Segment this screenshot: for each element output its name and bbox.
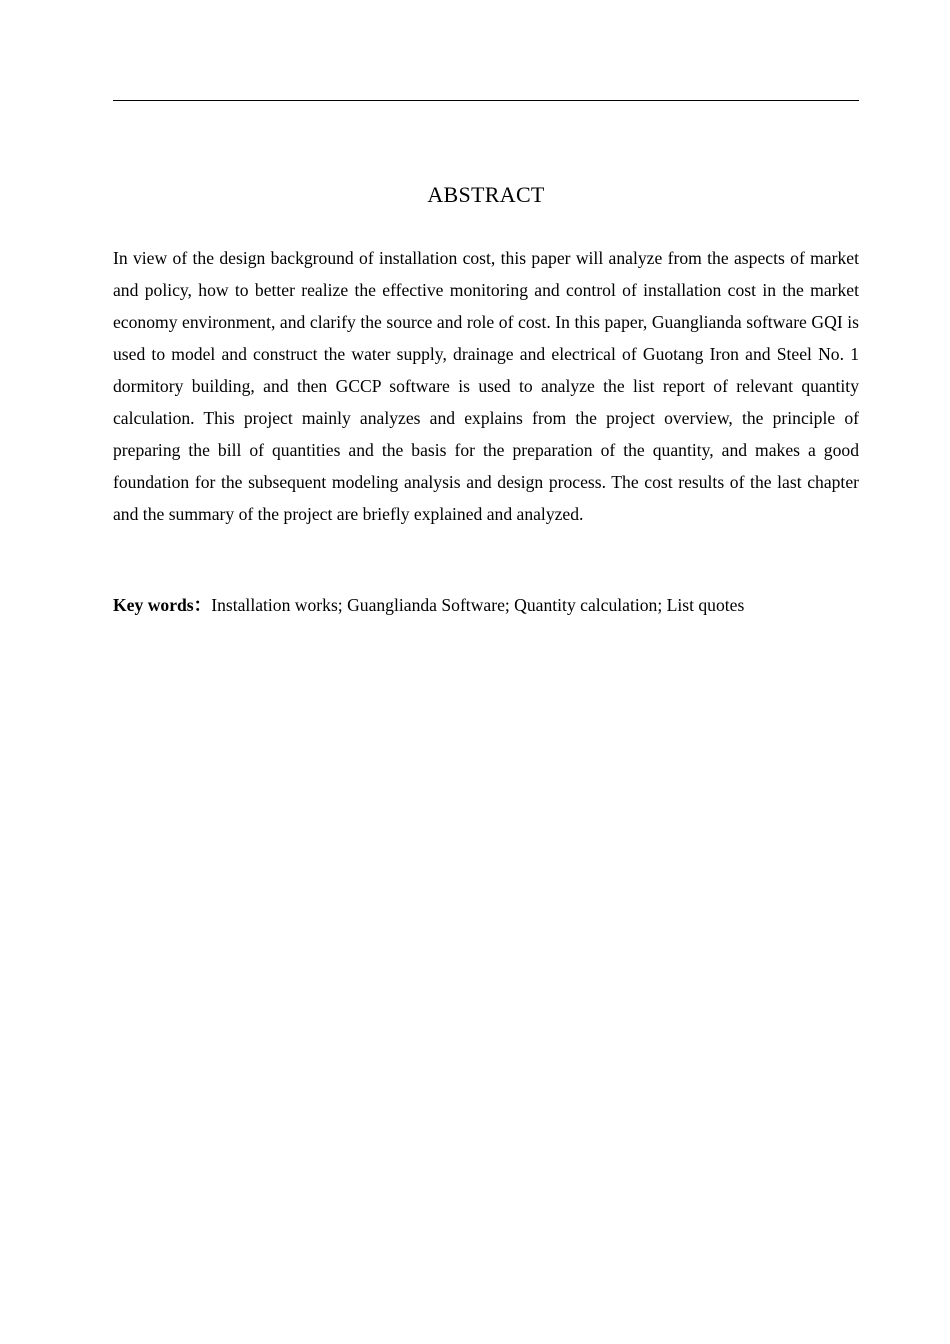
abstract-title: ABSTRACT xyxy=(427,182,545,207)
abstract-body: In view of the design background of installation cost, this paper will analyze from the aspects of market and policy, how to better realize the effective monitoring and control of installation cost in the market economy environment, and clarify the source and role of cost. In this paper, Guanglianda software GQI is used to model and construct the water supply, drainage and electrical of Guotang Iron and Steel No. 1 dormitory building, and then GCCP software is used to analyze the list report of relevant quantity calculation. This project mainly analyzes and explains from the project overview, the principle of preparing the bill of quantities and the basis for the preparation of the quantity, and makes a good foundation for the subsequent modeling analysis and design process. The cost results of the last chapter and the summary of the project are briefly explained and analyzed. xyxy=(113,248,859,524)
keywords-text: Installation works; Guanglianda Software; Quantity calculation; List quotes xyxy=(211,595,745,615)
header-rule xyxy=(113,100,859,101)
keywords-label: Key words： xyxy=(113,595,212,615)
keywords-line xyxy=(113,590,859,620)
